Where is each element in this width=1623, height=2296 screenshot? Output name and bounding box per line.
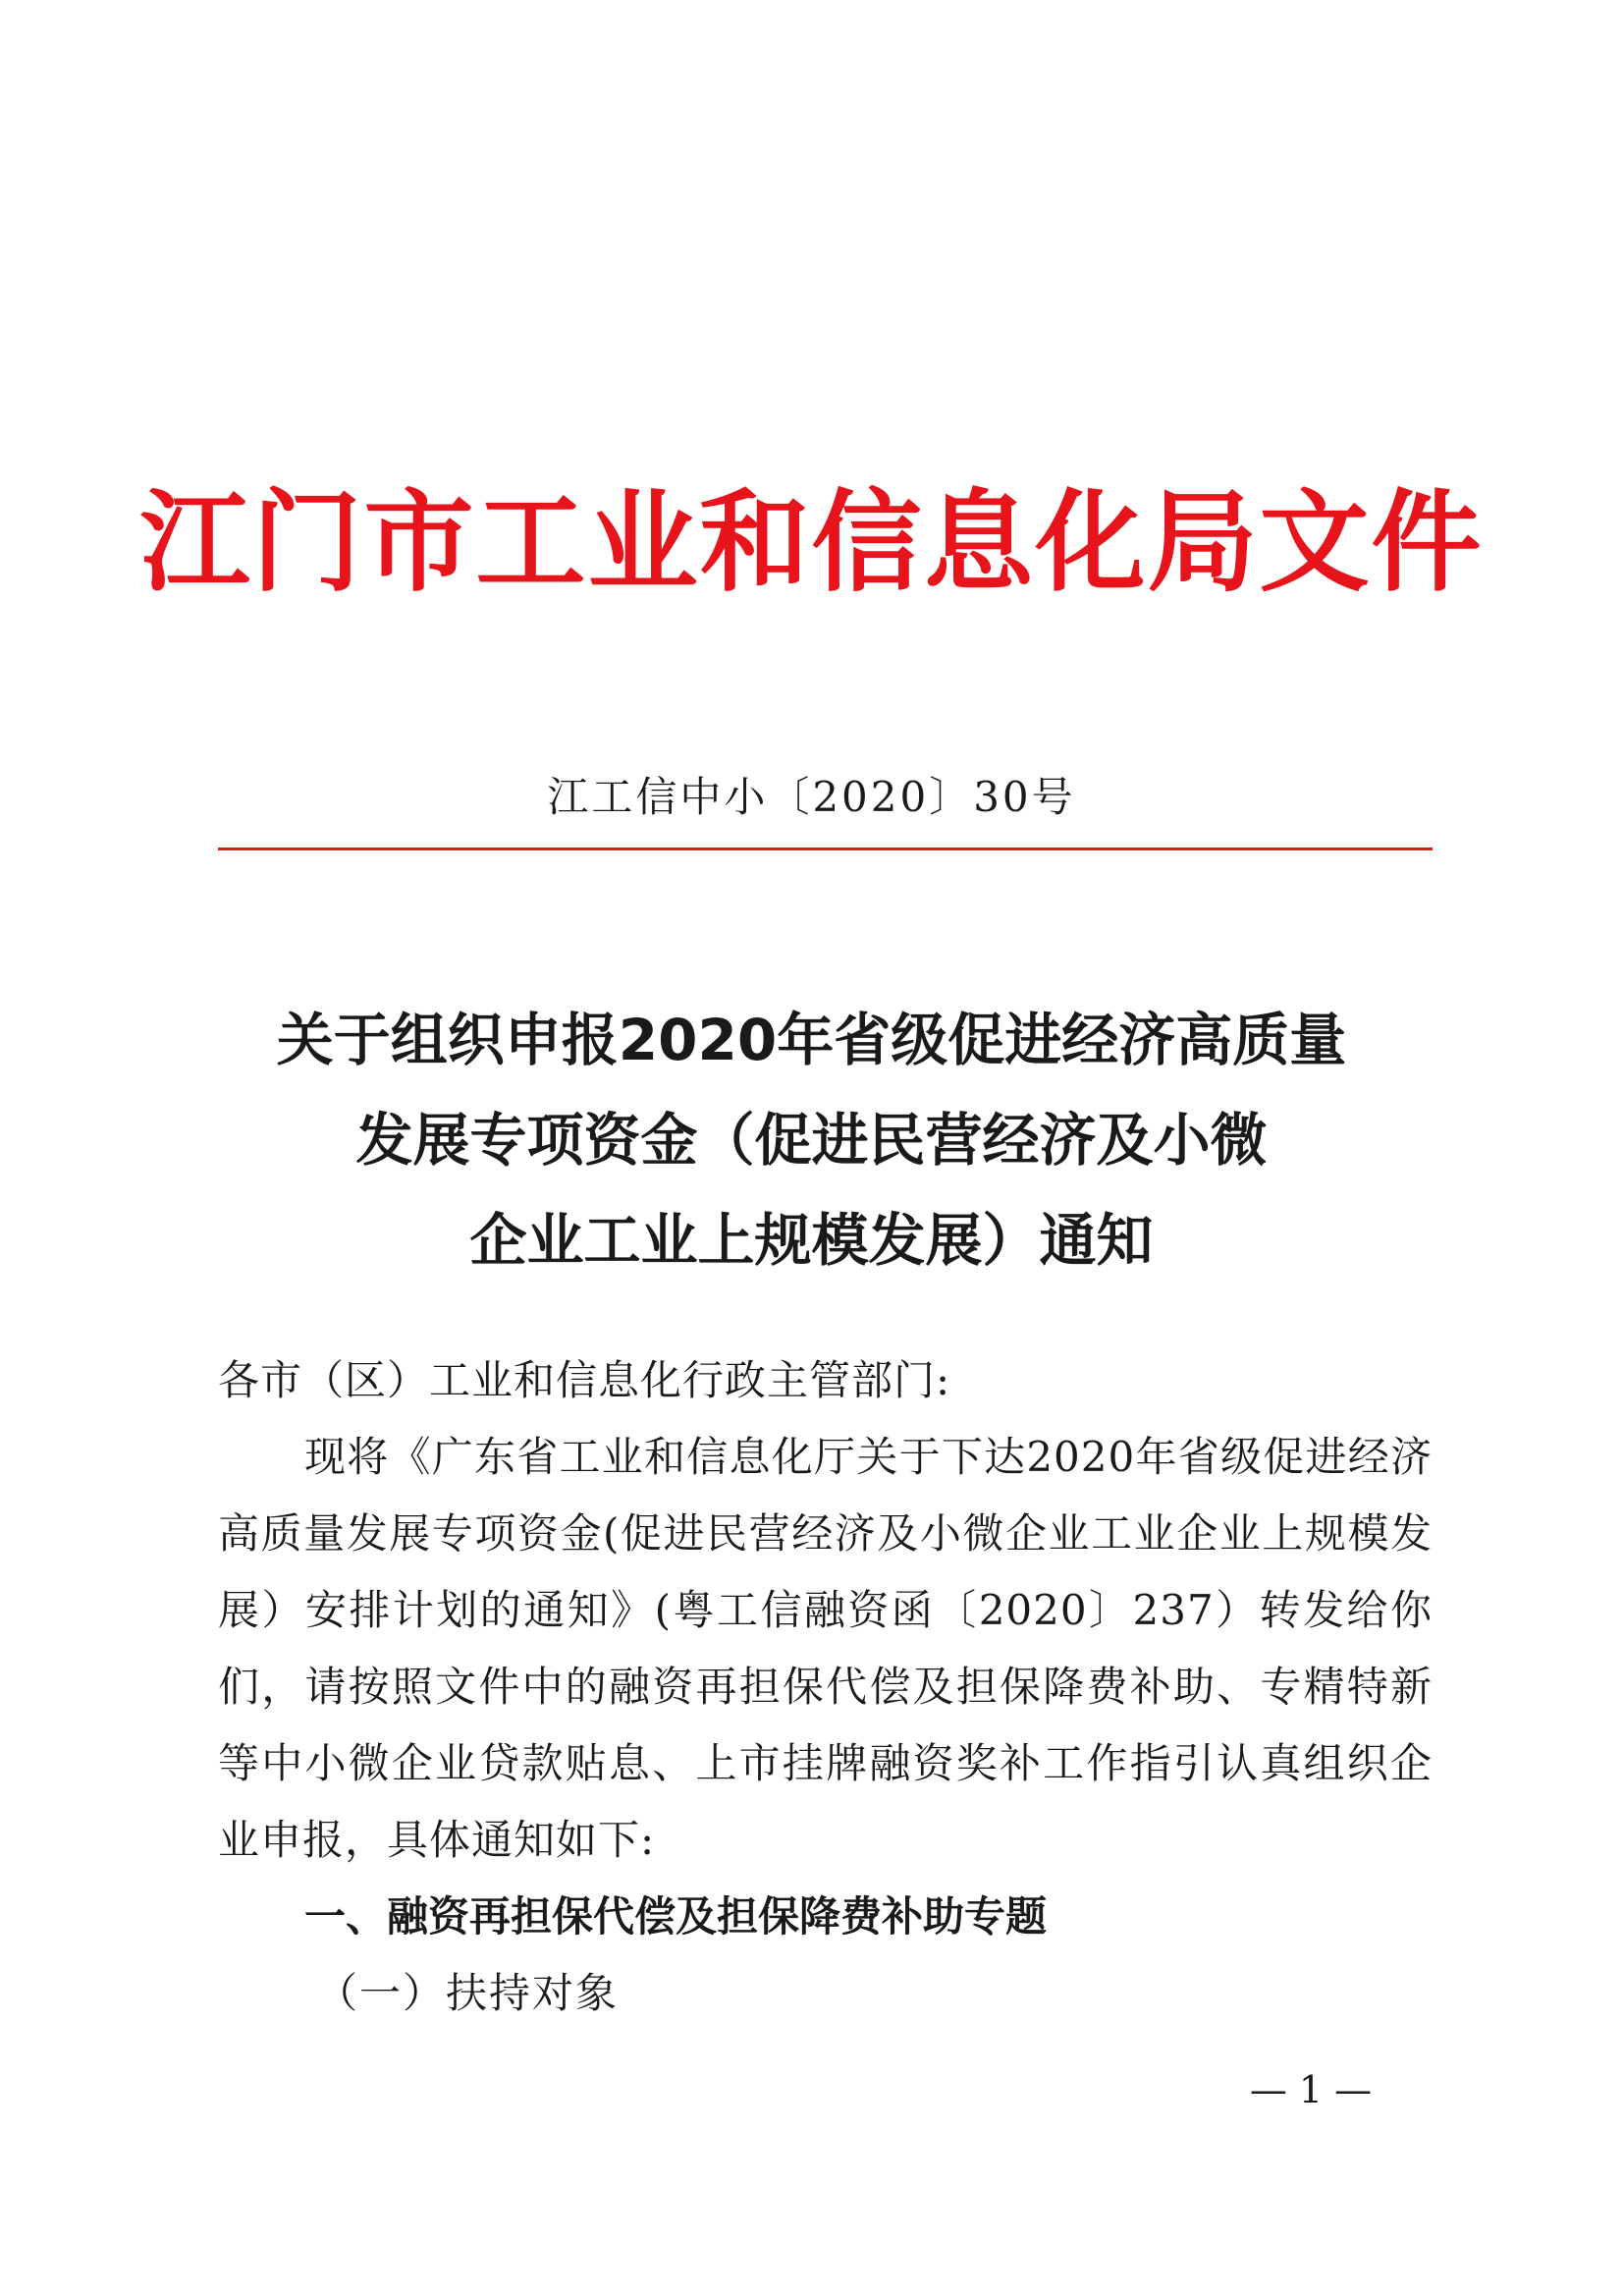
subsection-heading: （一）扶持对象 [316,1969,620,2017]
body-paragraph: 现将《广东省工业和信息化厅关于下达2020年省级促进经济高质量发展专项资金(促进民营经济及小微企业工业企业上规模发展）安排计划的通知》(粤工信融资函〔2020〕237）转发给你们，请按照文件中的融资再担保代偿及担保降费补助、专精特新等中小微企业贷款贴息、上市挂牌融资奖补工作指引认真组织企业申报，具体通知如下: [218,1433,1433,1864]
notice-title [0,990,1623,1290]
document-number: 江工信中小〔2020〕30号 [547,773,1076,821]
red-divider-line [218,847,1433,850]
agency-title: 江门市工业和信息化局文件 [139,479,1484,607]
notice-title-line-3: 企业工业上规模发展）通知 [469,1207,1154,1274]
notice-title-line-1: 关于组织申报2020年省级促进经济高质量 [276,1007,1347,1073]
page-number: — 1 — [1249,2068,1373,2111]
addressee: 各市（区）工业和信息化行政主管部门: [218,1356,951,1404]
section-heading: 一、融资再担保代偿及担保降费补助专题 [304,1892,1048,1941]
notice-title-line-2: 发展专项资金（促进民营经济及小微 [355,1107,1268,1174]
